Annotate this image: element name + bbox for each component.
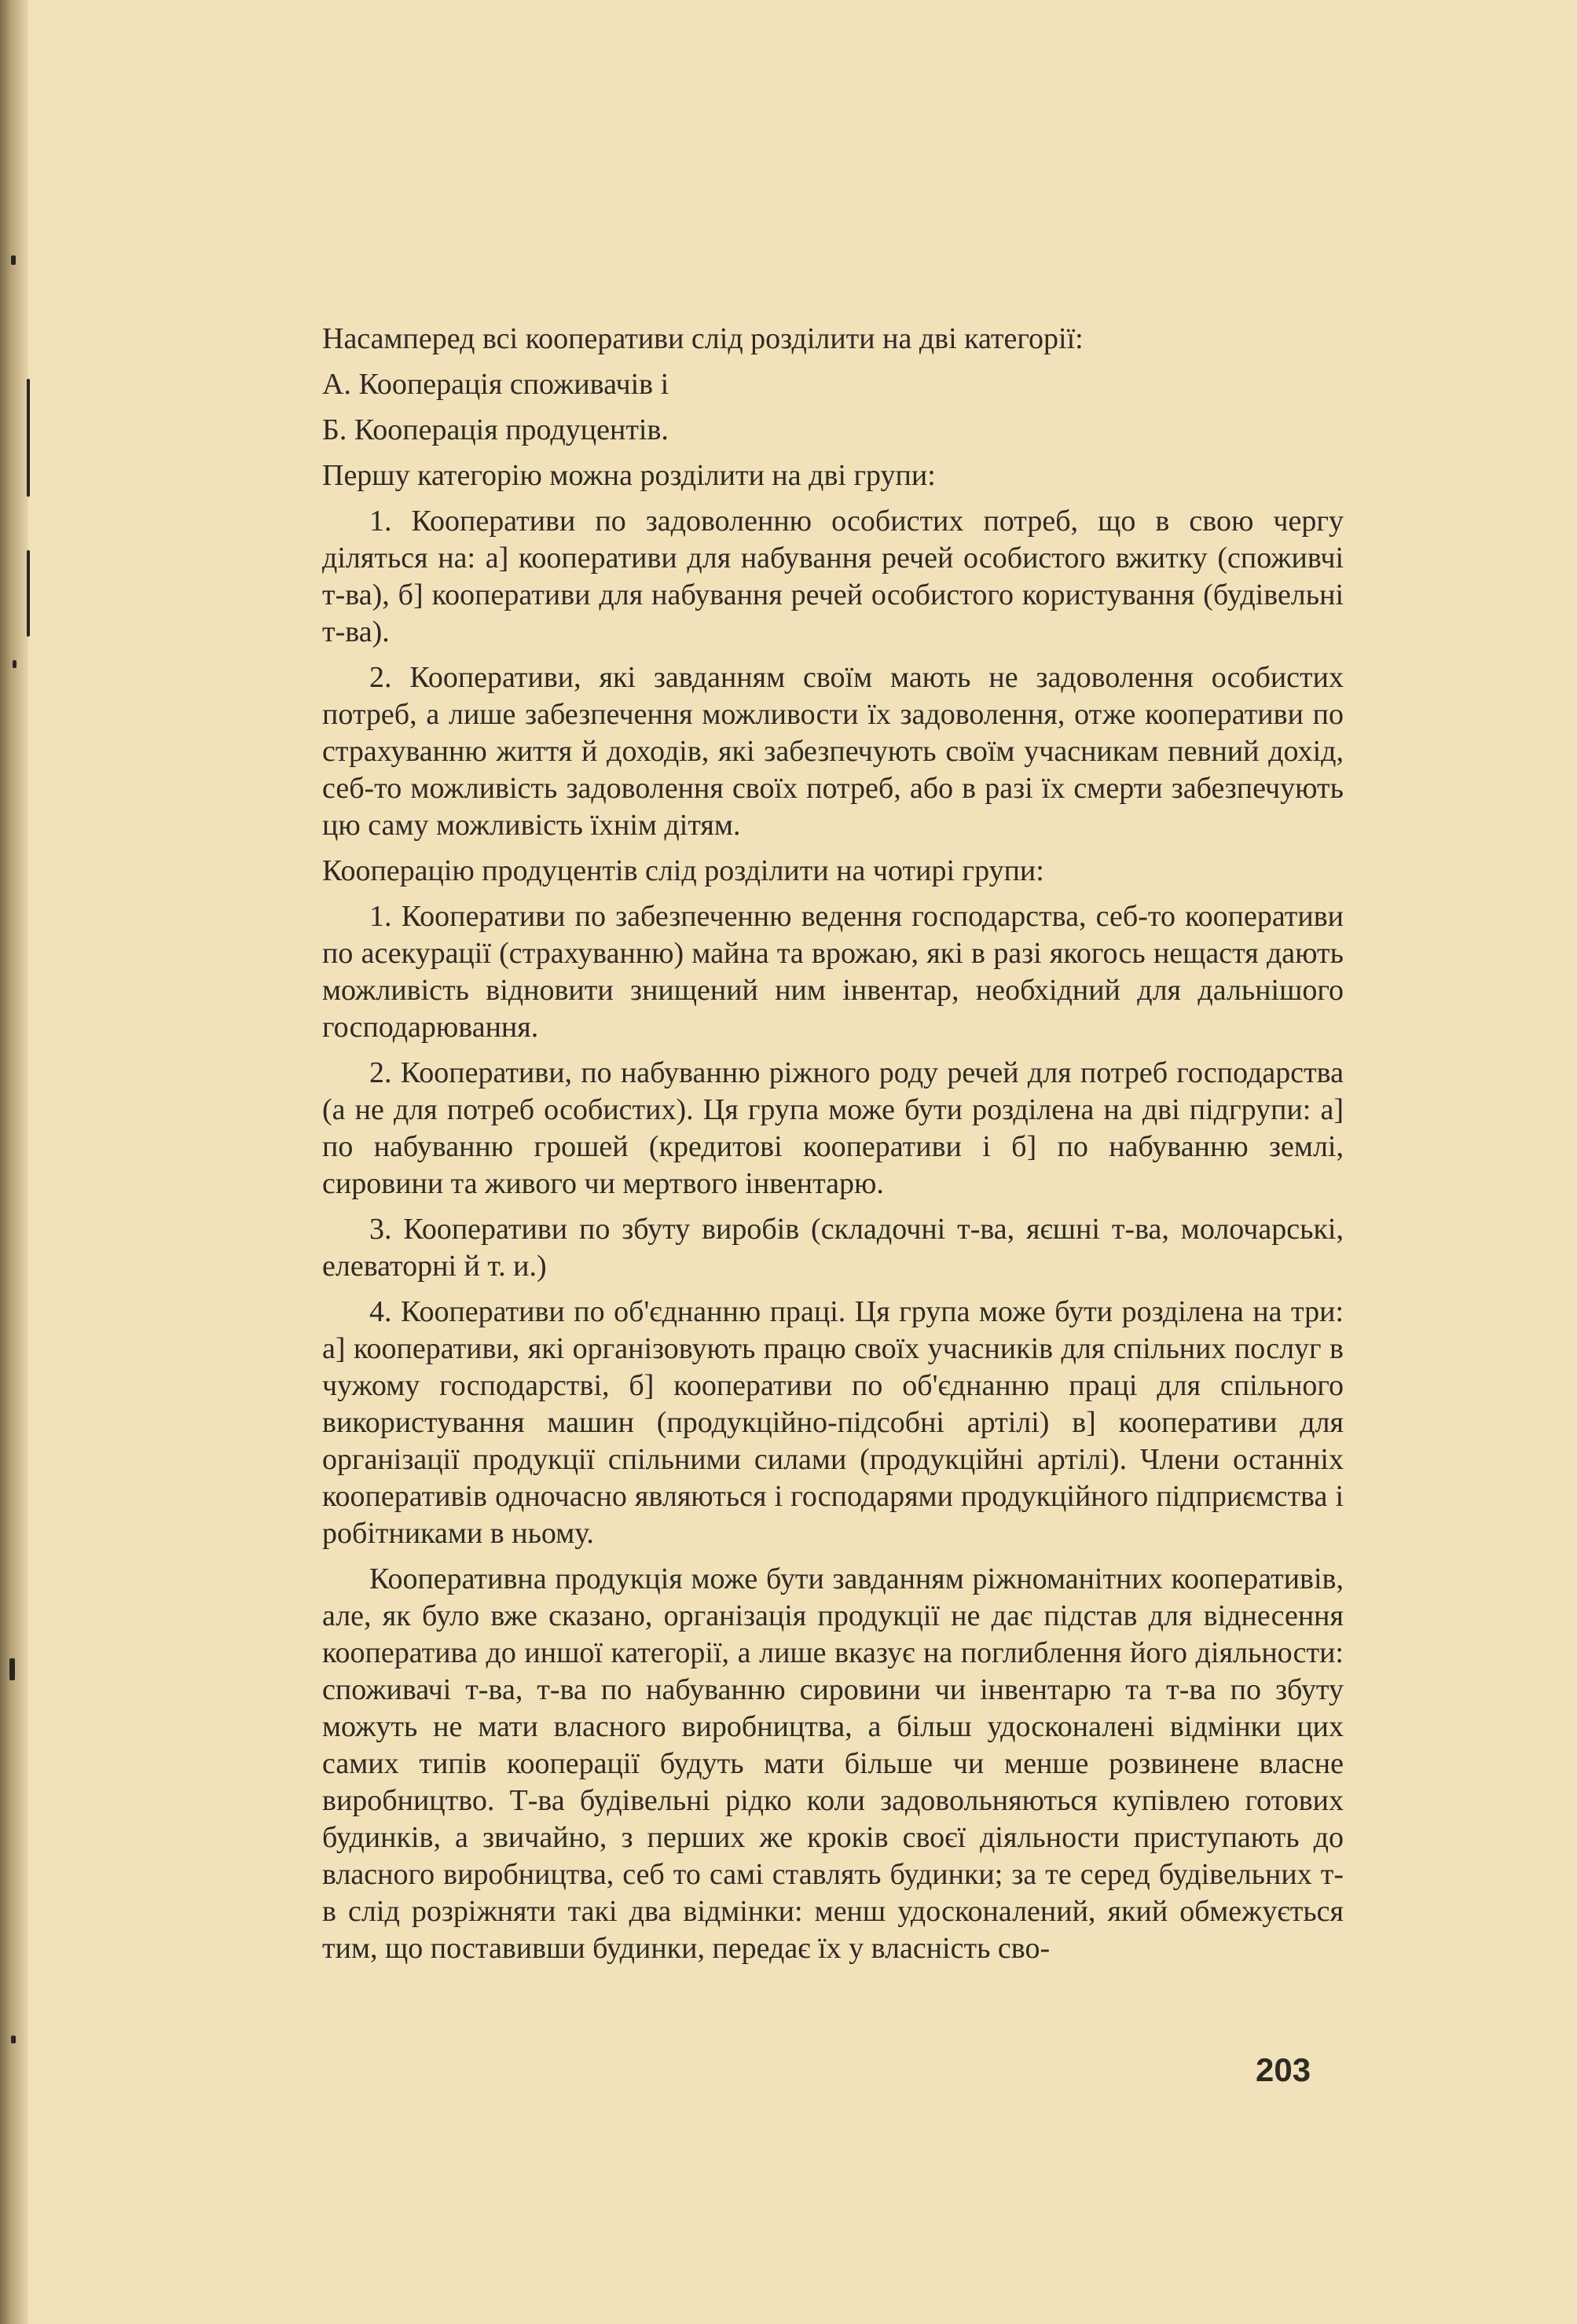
- paragraph: Першу категорію можна розділити на дві групи:: [322, 459, 936, 492]
- paragraph: 1. Кооперативи по задоволенню особистих потреб, що в свою чергу діляться на: а] кооперативи для набування речей особистого вжитку (споживчі т-ва), б] кооперативи для набування речей особистого користування (будівельні т-ва).: [322, 505, 1344, 648]
- paragraph: 2. Кооперативи, по набуванню ріжного роду речей для потреб господарства (а не для потреб особистих). Ця група може бути розділена на дві підгрупи: а] по набуванню грошей (кредитові кооперативи і б] по набуванню землі, сировини та живого чи мертвого інвентарю.: [322, 1056, 1344, 1200]
- paragraph: 3. Кооперативи по збуту виробів (складочні т-ва, яєшні т-ва, молочарські, елеваторні й т. и.): [322, 1213, 1344, 1283]
- edge-mark: [9, 1658, 15, 1680]
- paragraph: 4. Кооперативи по об'єднанню праці. Ця група може бути розділена на три: а] кооперативи, які організовують працю своїх учасників для спільних послуг в чужому господарстві, б] кооперативи по об'єднанню праці для спільного використування машин (продукційно-підсобні артілі) в] кооперативи для організації продукції спільними силами (продукційні артілі). Члени останніх кооперативів одночасно являються і господарями продукційного підприємства і робітниками в ньому.: [322, 1295, 1344, 1550]
- edge-mark: [27, 379, 30, 497]
- paragraph: А. Кооперація споживачів і: [322, 368, 669, 401]
- body-text: [322, 321, 1344, 1976]
- edge-mark: [11, 255, 16, 265]
- binding-edge: [0, 0, 28, 2324]
- paragraph: 2. Кооперативи, які завданням своїм мають не задоволення особистих потреб, а лише забезпечення можливости їх задоволення, отже кооперативи по страхуванню життя й доходів, які забезпечують своїм учасникам певний дохід, себ-то можливість задоволення своїх потреб, або в разі їх смерти забезпечують цю саму можливість їхнім дітям.: [322, 661, 1344, 842]
- paragraph: Кооперативна продукція може бути завданням ріжноманітних кооперативів, але, як було вже сказано, організація продукції не дає підстав для віднесення кооператива до иншої категорії, а лише вказує на поглиблення його діяльности: споживачі т-ва, т-ва по набуванню сировини чи інвентарю та т-ва по збуту можуть не мати власного виробництва, а більш удосконалені відмінки цих самих типів кооперації будуть мати більше чи менше розвинене власне виробництво. Т-ва будівельні рідко коли задовольняються купівлею готових будинків, а звичайно, з перших же кроків своєї діяльности приступають до власного виробництва, себ то самі ставлять будинки; за те серед будівельних т-в слід розріжняти такі два відмінки: менш удосконалений, який обмежується тим, що поставивши будинки, передає їх у власність сво-: [322, 1562, 1344, 1965]
- edge-mark: [13, 660, 17, 668]
- edge-mark: [11, 2036, 16, 2043]
- edge-mark: [27, 550, 30, 637]
- paragraph: 1. Кооперативи по забезпеченню ведення господарства, себ-то кооперативи по асекурації (страхуванню) майна та врожаю, які в разі якогось нещастя дають можливість відновити знищений ним інвентар, необхідний для дальнішого господарювання.: [322, 900, 1344, 1044]
- paragraph: Насамперед всі кооперативи слід розділити на дві категорії:: [322, 322, 1084, 355]
- page-number: 203: [1256, 2051, 1311, 2088]
- paragraph: Кооперацію продуцентів слід розділити на чотирі групи:: [322, 854, 1044, 887]
- paragraph: Б. Кооперація продуцентів.: [322, 413, 669, 446]
